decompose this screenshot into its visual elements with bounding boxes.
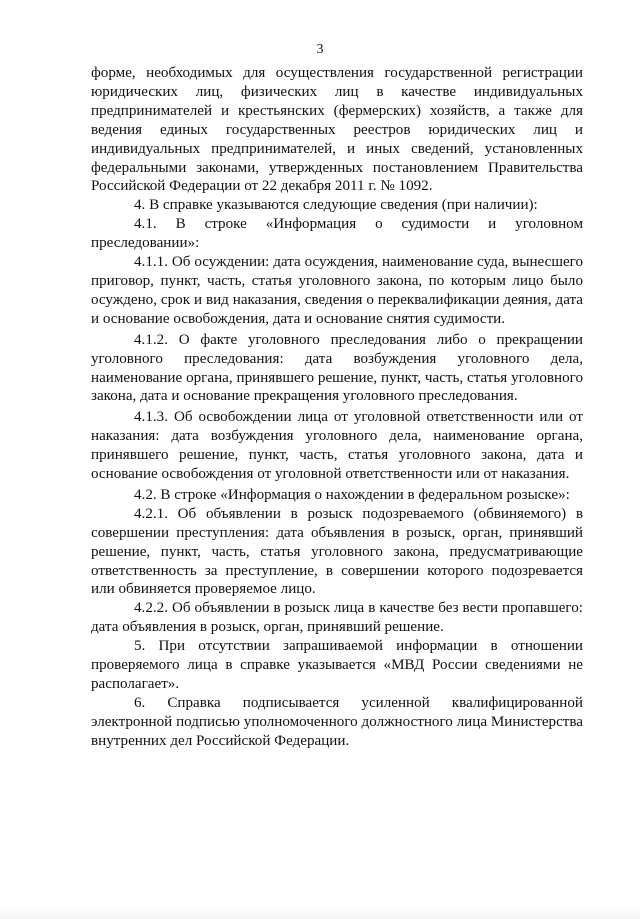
paragraph-section-6: 6. Справка подписывается усиленной квалифицированной электронной подписью уполномоченного должностного лица Министерства внутренних дел Российской Федерации. [91, 694, 583, 749]
paragraph-section-4-1-2: 4.1.2. О факте уголовного преследования либо о прекращении уголовного преследования: дата возбуждения уголовного дела, наименование органа, принявшего решение, пункт, часть, статья уголовного закона, дата и основание прекращения уголовного преследования. [91, 331, 583, 405]
paragraph-section-4-2-2: 4.2.2. Об объявлении в розыск лица в качестве без вести пропавшего: дата объявления в розыск, орган, принявший решение. [91, 600, 583, 636]
page-bottom-edge [0, 909, 640, 919]
paragraph-section-4-1: 4.1. В строке «Информация о судимости и уголовном преследовании»: [91, 216, 583, 252]
paragraph-section-4-1-3: 4.1.3. Об освобождении лица от уголовной ответственности или от наказания: дата возбуждения уголовного дела, наименование органа, принявшего решение, пункт, часть, статья уголовного закона, дата и основание освобождения от уголовной ответственности или от наказания. [91, 409, 583, 483]
paragraph-section-5: 5. При отсутствии запрашиваемой информации в отношении проверяемого лица в справке указывается «МВД России сведениями не располагает». [91, 638, 583, 692]
paragraph-section-4-1-1: 4.1.1. Об осуждении: дата осуждения, наименование суда, вынесшего приговор, пункт, часть, статья уголовного закона, по которым лицо было осуждено, срок и вид наказания, сведения о переквалификации деяния, дата и основание освобождения, дата и основание снятия судимости. [91, 254, 583, 327]
paragraph-section-4-2: 4.2. В строке «Информация о нахождении в федеральном розыске»: [134, 486, 570, 503]
page-number: 3 [316, 42, 324, 57]
document-body [91, 64, 583, 751]
paragraph-section-4: 4. В справке указываются следующие сведения (при наличии): [134, 197, 538, 214]
paragraph-continuation: форме, необходимых для осуществления государственной регистрации юридических лиц, физических лиц в качестве индивидуальных предпринимателей и крестьянских (фермерских) хозяйств, а также для ведения единых государственных реестров юридических лиц и индивидуальных предпринимателей, и иных сведений, установленных федеральными законами, утвержденных постановлением Правительства Российской Федерации от 22 декабря 2011 г. № 1092. [91, 65, 583, 195]
paragraph-section-4-2-1: 4.2.1. Об объявлении в розыск подозреваемого (обвиняемого) в совершении преступления: дата объявления в розыск, орган, принявший решение, пункт, часть, статья уголовного закона, предусматривающие ответственность за преступление, в совершении которого подозревается или обвиняется проверяемое лицо. [91, 505, 583, 598]
